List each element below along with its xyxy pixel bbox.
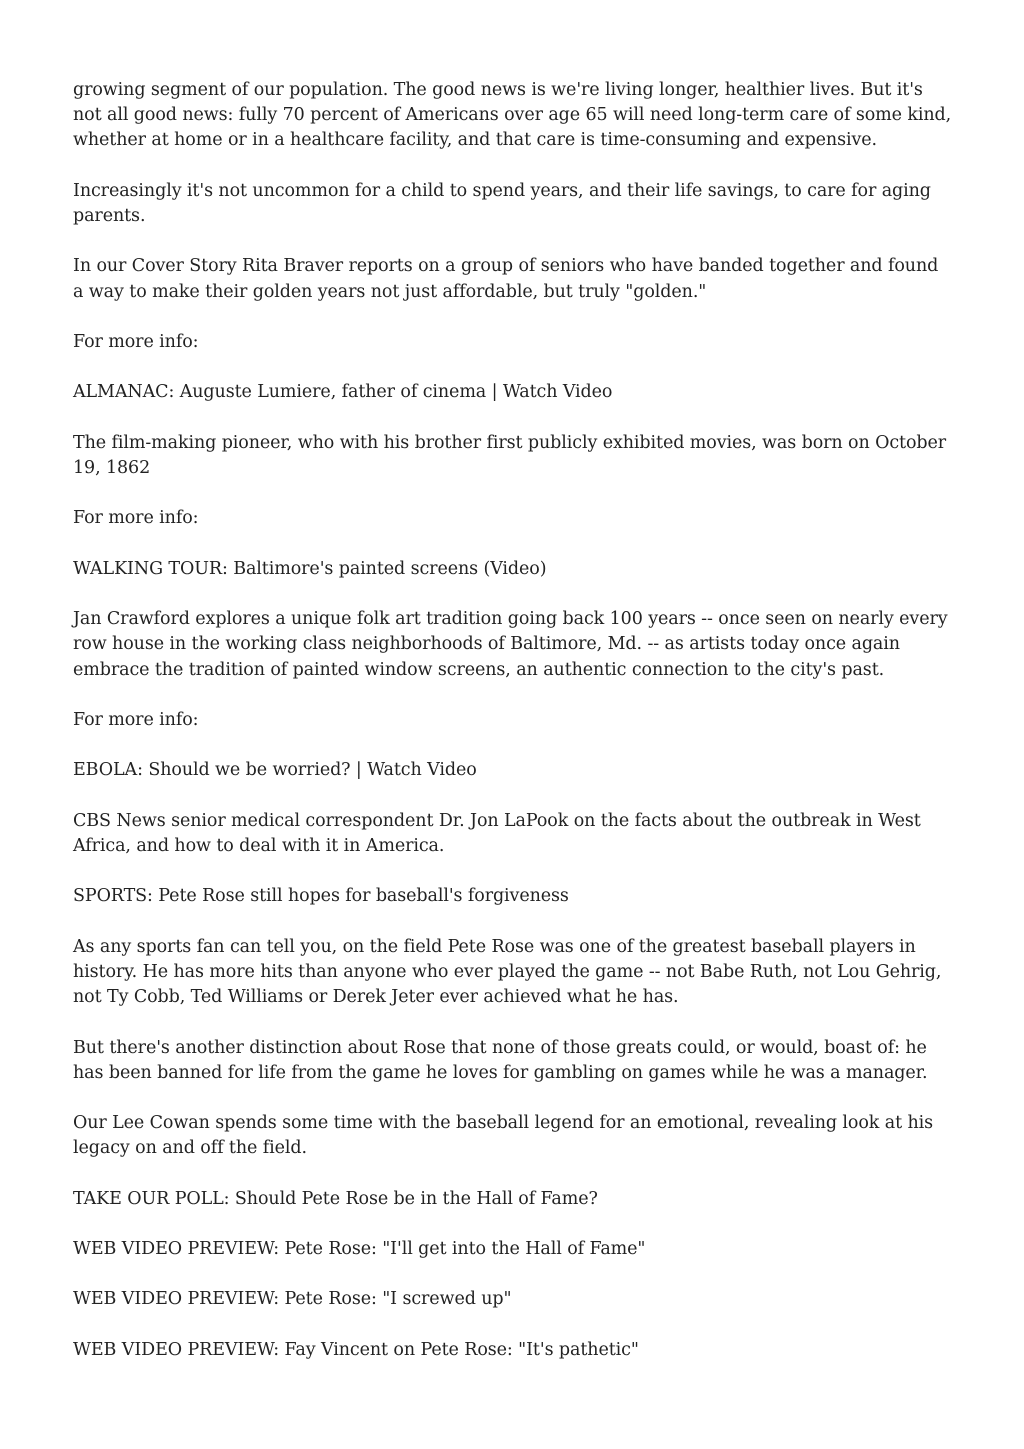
sports-heading: SPORTS: Pete Rose still hopes for baseball's forgiveness bbox=[73, 886, 569, 907]
web-video-preview-hall-of-fame: WEB VIDEO PREVIEW: Pete Rose: "I'll get into the Hall of Fame" bbox=[73, 1239, 646, 1260]
paragraph-lee-cowan: Our Lee Cowan spends some time with the baseball legend for an emotional, revealing look at his legacy on and off the field. bbox=[73, 1113, 934, 1159]
paragraph-almanac: The film-making pioneer, who with his brother first publicly exhibited movies, was born on October 19, 1862 bbox=[73, 432, 947, 478]
more-info-label: For more info: bbox=[73, 331, 199, 352]
poll-heading: TAKE OUR POLL: Should Pete Rose be in the Hall of Fame? bbox=[73, 1188, 598, 1209]
paragraph-pete-rose-history: As any sports fan can tell you, on the field Pete Rose was one of the greatest baseball players in history. He has more hits than anyone who ever played the game -- not Babe Ruth, not Lou Gehrig, not Ty Cobb, Ted Williams or Derek Jeter ever achieved what he has. bbox=[73, 936, 942, 1008]
paragraph-walking-tour: Jan Crawford explores a unique folk art tradition going back 100 years -- once seen on nearly every row house in the working class neighborhoods of Baltimore, Md. -- as artists today once again embrace the tradition of painted window screens, an authentic connection to the city's past. bbox=[73, 609, 948, 680]
web-video-preview-fay-vincent: WEB VIDEO PREVIEW: Fay Vincent on Pete Rose: "It's pathetic" bbox=[73, 1339, 639, 1360]
paragraph-cover-story: In our Cover Story Rita Braver reports on a group of seniors who have banded together and found a way to make their golden years not just affordable, but truly "golden." bbox=[73, 256, 939, 302]
more-info-label: For more info: bbox=[73, 709, 199, 730]
more-info-label: For more info: bbox=[73, 508, 199, 529]
paragraph-population: growing segment of our population. The good news is we're living longer, healthier lives. But it's not all good news: fully 70 percent of Americans over age 65 will need long-term care of some kind, whether at home or in a healthcare facility, and that care is time-consuming and expensive. bbox=[73, 80, 952, 151]
paragraph-ebola: CBS News senior medical correspondent Dr. Jon LaPook on the facts about the outbreak in West Africa, and how to deal with it in America. bbox=[73, 810, 921, 856]
document-body bbox=[73, 78, 953, 1388]
web-video-preview-screwed-up: WEB VIDEO PREVIEW: Pete Rose: "I screwed up" bbox=[73, 1289, 512, 1310]
almanac-heading: ALMANAC: Auguste Lumiere, father of cinema | Watch Video bbox=[73, 382, 613, 403]
paragraph-caregiving: Increasingly it's not uncommon for a child to spend years, and their life savings, to care for aging parents. bbox=[73, 180, 931, 226]
ebola-heading: EBOLA: Should we be worried? | Watch Video bbox=[73, 760, 477, 781]
walking-tour-heading: WALKING TOUR: Baltimore's painted screens (Video) bbox=[73, 558, 547, 579]
paragraph-pete-rose-ban: But there's another distinction about Rose that none of those greats could, or would, boast of: he has been banned for life from the game he loves for gambling on games while he was a manager. bbox=[73, 1037, 928, 1083]
